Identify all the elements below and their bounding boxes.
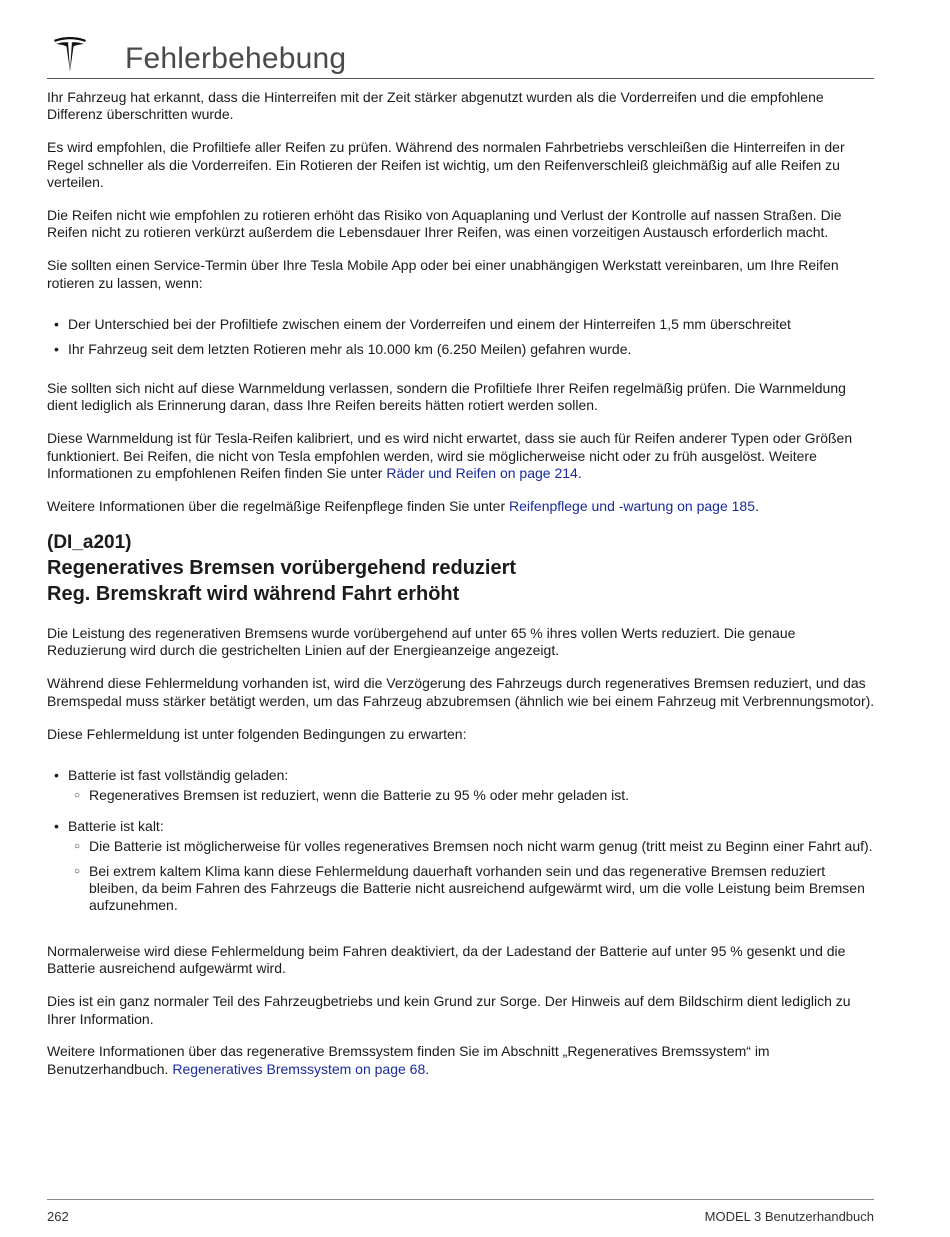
page-header [47, 30, 874, 79]
paragraph: Es wird empfohlen, die Profiltiefe aller Reifen zu prüfen. Während des normalen Fahrbetriebs verschleißen die Hinterreifen in der Regel schneller als die Vorderreifen. Ein Rotieren der Reifen ist wichtig, um den Reifenverschleiß gleichmäßig auf alle Reifen zu verteilen. [47, 139, 845, 191]
section-heading: Reg. Bremskraft wird während Fahrt erhöht [47, 582, 460, 605]
list-item-text: Batterie ist kalt: [68, 817, 164, 834]
paragraph: Die Reifen nicht wie empfohlen zu rotieren erhöht das Risiko von Aquaplaning und Verlust der Kontrolle auf nassen Straßen. Die Reifen nicht zu rotieren verkürzt außerdem die Lebensdauer Ihrer Reifen, was einen vorzeitigen Austausch erforderlich macht. [47, 207, 842, 241]
link-regen-braking[interactable]: Regeneratives Bremssystem on page 68 [172, 1060, 426, 1077]
link-wheels-tires[interactable]: Räder und Reifen on page 214 [386, 465, 578, 482]
page-footer [47, 1199, 874, 1224]
list-item [47, 818, 875, 915]
page-number: 262 [47, 1209, 69, 1224]
list-item [47, 767, 875, 805]
period: . [577, 465, 582, 482]
paragraph-text: Weitere Informationen über die regelmäßige Reifenpflege finden Sie unter [47, 498, 510, 514]
paragraph: Dies ist ein ganz normaler Teil des Fahrzeugbetriebs und kein Grund zur Sorge. Der Hinweis auf dem Bildschirm dient lediglich zu Ihrer Information. [47, 993, 851, 1027]
section-heading: Regeneratives Bremsen vorübergehend reduziert [47, 556, 517, 579]
sub-list-item: ○ Regeneratives Bremsen ist reduziert, wenn die Batterie zu 95 % oder mehr geladen ist. [68, 787, 875, 804]
paragraph [47, 498, 875, 515]
paragraph-text: Diese Warnmeldung ist für Tesla-Reifen kalibriert, und es wird nicht erwartet, dass sie auch für Reifen anderer Typen oder Größen funktioniert. Bei Reifen, die nicht von Tesla empfohlen werden, wird sie möglicherweise nicht oder zu früh ausgelöst. Weitere Informationen zu empfohlenen Reifen finden Sie unter [47, 430, 853, 482]
paragraph [47, 1043, 875, 1078]
document-title: MODEL 3 Benutzerhandbuch [704, 1209, 874, 1224]
paragraph: Sie sollten sich nicht auf diese Warnmeldung verlassen, sondern die Profiltiefe Ihrer Reifen regelmäßig prüfen. Die Warnmeldung dient lediglich als Erinnerung daran, dass Ihre Reifen bereits hätten rotiert werden sollen. [47, 379, 846, 414]
list-item: • Der Unterschied bei der Profiltiefe zwischen einem der Vorderreifen und einem der Hinterreifen 1,5 mm überschreitet [47, 316, 875, 333]
tire-rotation-conditions-list [47, 316, 875, 358]
regen-conditions-list [47, 767, 875, 915]
sub-list-item: ○ Die Batterie ist möglicherweise für volles regeneratives Bremsen noch nicht warm genug (tritt meist zu Beginn einer Fahrt auf). [68, 838, 875, 855]
page-title: Fehlerbehebung [125, 42, 347, 75]
link-tire-care[interactable]: Reifenpflege und -wartung on page 185 [509, 498, 755, 514]
paragraph: Normalerweise wird diese Fehlermeldung beim Fahren deaktiviert, da der Ladestand der Batterie auf unter 95 % gesenkt und die Batterie ausreichend aufgewärmt wird. [47, 942, 846, 977]
paragraph: Sie sollten einen Service-Termin über Ihre Tesla Mobile App oder bei einer unabhängigen Werkstatt vereinbaren, um Ihre Reifen rotieren zu lassen, wenn: [47, 257, 839, 291]
paragraph-text: Weitere Informationen über das regenerative Bremssystem finden Sie im Abschnitt „Regeneratives Bremssystem“ im Benutzerhandbuch. [47, 1043, 770, 1077]
paragraph [47, 430, 875, 482]
sub-list [68, 787, 875, 804]
list-item: • Ihr Fahrzeug seit dem letzten Rotieren mehr als 10.000 km (6.250 Meilen) gefahren wurde. [47, 341, 875, 358]
paragraph: Die Leistung des regenerativen Bremsens wurde vorübergehend auf unter 65 % ihres vollen Werts reduziert. Die genaue Reduzierung wird durch die gestrichelten Linien auf der Energieanzeige angezeigt. [47, 624, 796, 659]
list-item-text: Batterie ist fast vollständig geladen: [68, 766, 289, 783]
paragraph: Diese Fehlermeldung ist unter folgenden Bedingungen zu erwarten: [47, 725, 467, 742]
period: . [754, 498, 759, 514]
paragraph: Während diese Fehlermeldung vorhanden ist, wird die Verzögerung des Fahrzeugs durch regeneratives Bremsen reduziert, und das Bremspedal muss stärker betätigt werden, um das Fahrzeug abzubremsen (ähnlich wie bei einem Fahrzeug mit Verbrennungsmotor). [47, 675, 875, 709]
sub-list [68, 838, 875, 915]
sub-list-item: ○ Bei extrem kaltem Klima kann diese Fehlermeldung dauerhaft vorhanden sein und das regenerative Bremsen reduziert bleiben, da beim Fahren des Fahrzeugs die Batterie nicht ausreichend aufgewärmt wird, um die volle Leistung beim Bremsen aufzunehmen. [68, 863, 875, 915]
page-content [47, 89, 875, 1094]
alert-code: (DI_a201) [47, 531, 132, 553]
tesla-logo-icon [53, 36, 87, 72]
period: . [425, 1060, 430, 1077]
paragraph: Ihr Fahrzeug hat erkannt, dass die Hinterreifen mit der Zeit stärker abgenutzt wurden als die Vorderreifen und die empfohlene Differenz überschritten wurde. [47, 89, 824, 123]
